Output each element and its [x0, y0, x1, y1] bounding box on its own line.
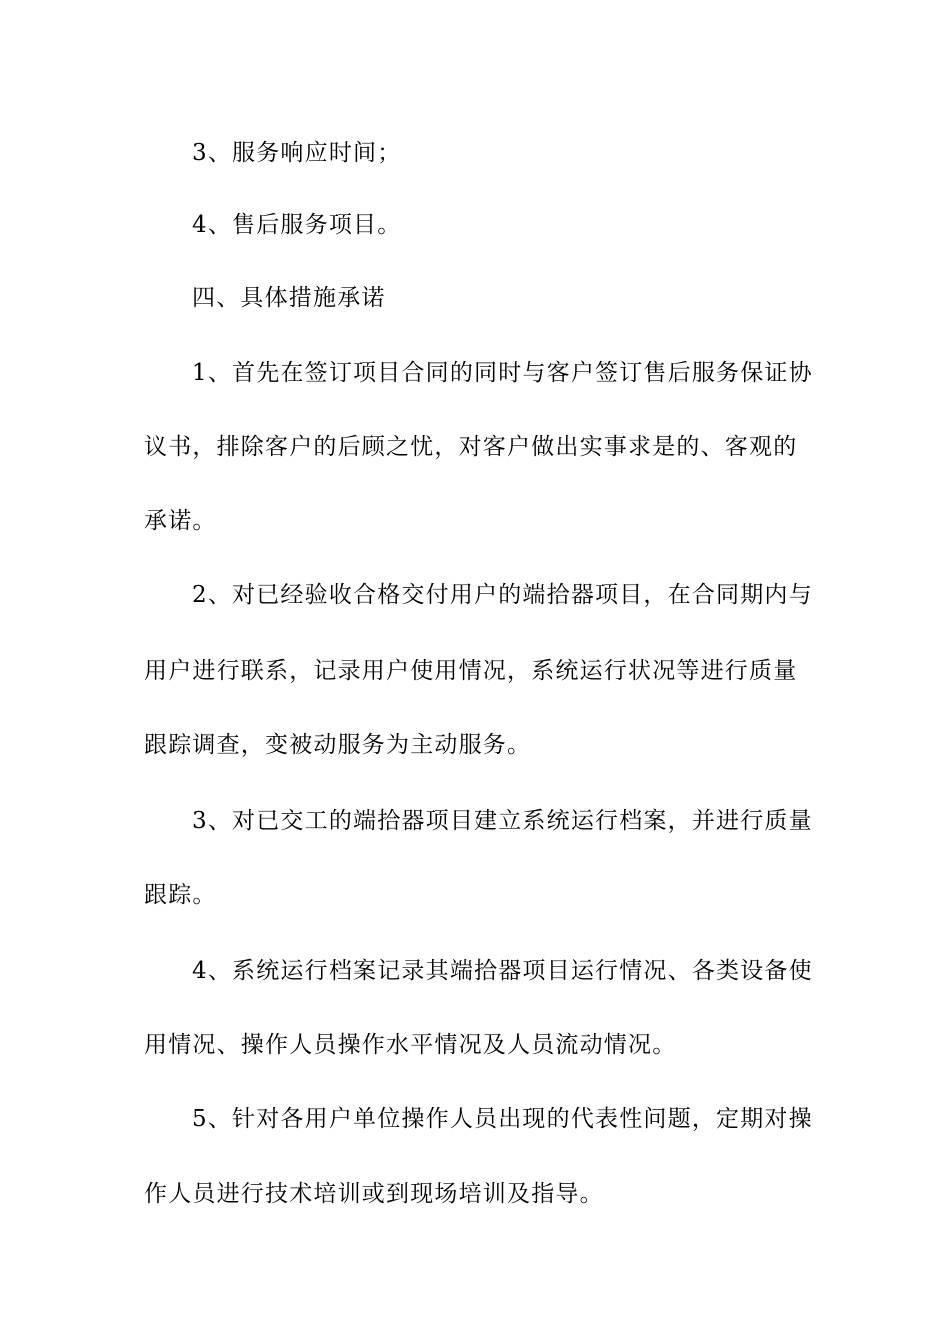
- text-line: 用情况、操作人员操作水平情况及人员流动情况。: [144, 1032, 677, 1058]
- text-line: 5、针对各用户单位操作人员出现的代表性问题，定期对操: [192, 1106, 813, 1132]
- text-line: 4、售后服务项目。: [192, 212, 402, 238]
- text-line: 跟踪调查，变被动服务为主动服务。: [144, 732, 532, 758]
- text-line: 议书，排除客户的后顾之忧，对客户做出实事求是的、客观的: [144, 434, 798, 460]
- text-line: 用户进行联系，记录用户使用情况，系统运行状况等进行质量: [144, 658, 798, 684]
- text-line: 跟踪。: [144, 882, 217, 908]
- text-line: 2、对已经验收合格交付用户的端拾器项目，在合同期内与: [192, 582, 813, 608]
- text-line: 承诺。: [144, 508, 217, 534]
- text-line: 4、系统运行档案记录其端拾器项目运行情况、各类设备使: [192, 958, 813, 984]
- text-line: 3、服务响应时间；: [192, 140, 402, 166]
- text-line: 作人员进行技术培训或到现场培训及指导。: [144, 1181, 604, 1207]
- text-line: 1、首先在签订项目合同的同时与客户签订售后服务保证协: [192, 360, 813, 386]
- text-line: 3、对已交工的端拾器项目建立系统运行档案，并进行质量: [192, 808, 813, 834]
- text-line: 四、具体措施承诺: [192, 285, 386, 311]
